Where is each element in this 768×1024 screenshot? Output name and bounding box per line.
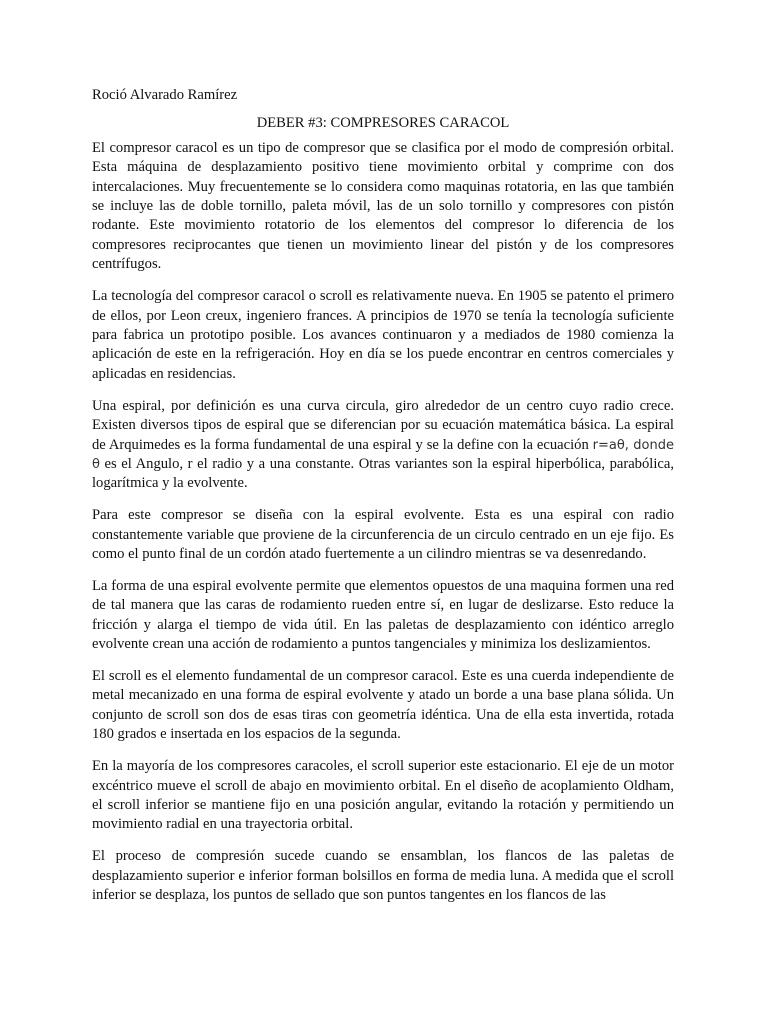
spiral-text-before: Una espiral, por definición es una curva circula, giro alrededor de un centro cuyo radio crece. Existen diversos tipos de espiral que se diferencian por su ecuación matemática básica. La espiral de Arquimedes es la forma fundamental de una espiral y se la define con la ecuación — [92, 397, 674, 453]
paragraph-involute: Para este compresor se diseña con la espiral evolvente. Esta es una espiral con radio constantemente variable que proviene de la circunferencia de un circulo centrado en un eje fijo. Es como el punto final de un cordón atado fuertemente a un cilindro mientras se va desenredando. — [92, 507, 674, 563]
paragraph-history: La tecnología del compresor caracol o scroll es relativamente nueva. En 1905 se patento el primero de ellos, por Leon creux, ingeniero frances. A principios de 1970 se tenía la tecnología suficiente para fabrica un prototipo posible. Los avances continuaron y a mediados de 1980 comienza la aplicación de este en la refrigeración. Hoy en día se los puede encontrar en centros comerciales y aplicadas en residencias. — [92, 288, 674, 382]
paragraph-involute-form: La forma de una espiral evolvente permite que elementos opuestos de una maquina formen una red de tal manera que las caras de rodamiento rueden entre sí, en lugar de deslizarse. Esto reduce la fricción y alarga el tiempo de vida útil. En las paletas de desplazamiento con idéntico arreglo evolvente crean una acción de rodamiento a puntos tangenciales y minimiza los deslizamientos. — [92, 577, 674, 653]
author-name: Roció Alvarado Ramírez — [92, 87, 238, 103]
paragraph-compression-process: El proceso de compresión sucede cuando se ensamblan, los flancos de las paletas de desplazamiento superior e inferior forman bolsillos en forma de media luna. A medida que el scroll inferior se desplaza, los puntos de sellado que son puntos tangentes en los flancos de las — [92, 848, 674, 904]
document-title: DEBER #3: COMPRESORES CARACOL — [256, 115, 510, 132]
paragraph-scroll-element: El scroll es el elemento fundamental de un compresor caracol. Este es una cuerda independiente de metal mecanizado en una forma de espiral evolvente y atado un borde a una base plana sólida. Un conjunto de scroll son dos de esas tiras con geometría idéntica. Una de ella esta invertida, rotada 180 grados e insertada en los espacios de la segunda. — [92, 668, 674, 743]
paragraph-intro: El compresor caracol es un tipo de compresor que se clasifica por el modo de compresión orbital. Esta máquina de desplazamiento positivo tiene movimiento orbital y comprime con dos intercalaciones. Muy frecuentemente se lo considera como maquinas rotatoria, en las que también se incluye las de doble tornillo, paleta móvil, las de un solo tornillo y compresores con pistón rodante. Este movimiento rotatorio de los elementos del compresor lo diferencia de los compresores reciprocantes que tienen un movimiento linear del pistón y de los compresores centrífugos. — [92, 139, 674, 273]
document-page — [92, 86, 674, 918]
paragraph-stationary-scroll: En la mayoría de los compresores caracoles, el scroll superior este estacionario. El eje de un motor excéntrico mueve el scroll de abajo en movimiento orbital. En el diseño de acoplamiento Oldham, el scroll inferior se mantiene fijo en una posición angular, evitando la rotación y permitiendo un movimiento radial en una trayectoria orbital. — [92, 758, 674, 833]
spiral-text-after: es el Angulo, r el radio y a una constante. Otras variantes son la espiral hiperbólica, parabólica, logarítmica y la evolvente. — [92, 455, 674, 492]
paragraph-spiral-definition — [92, 397, 674, 494]
spiral-formula: r=aθ, donde θ — [92, 437, 674, 472]
